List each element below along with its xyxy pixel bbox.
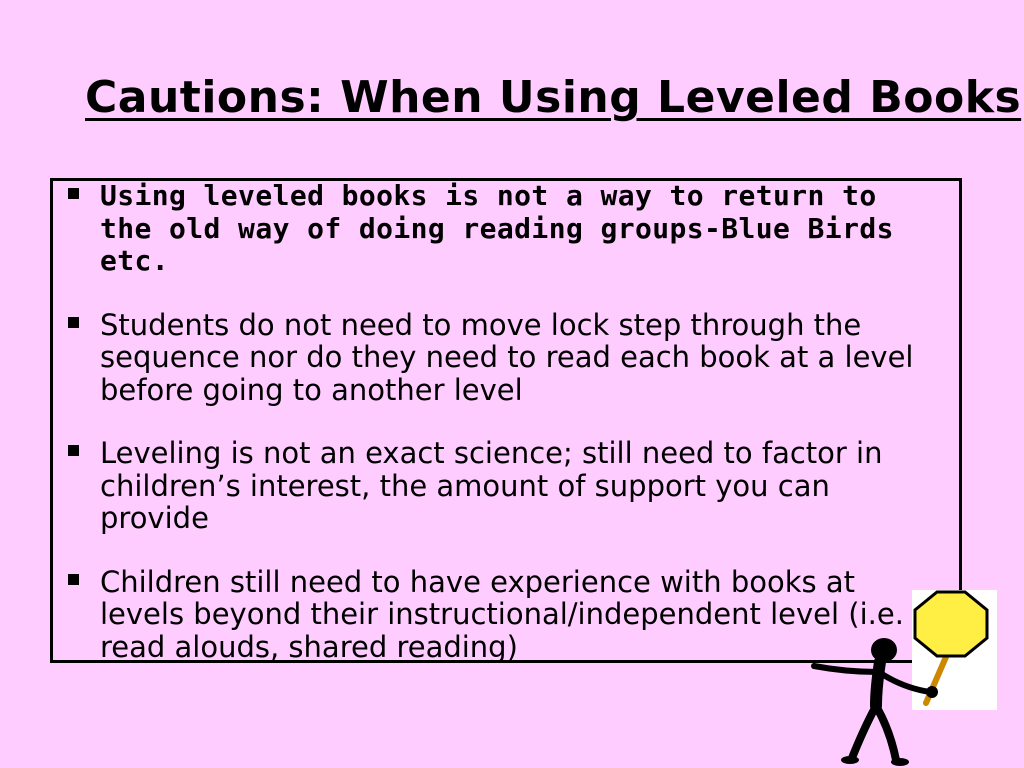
square-bullet-icon bbox=[68, 317, 79, 328]
bullet-text: Using leveled books is not a way to return to the old way of doing reading groups-Blue Birds etc. bbox=[100, 179, 894, 277]
bullet-text: Leveling is not an exact science; still need to factor in children’s interest, the amount of support you can provide bbox=[100, 436, 883, 535]
bullet-item bbox=[62, 180, 942, 278]
stick-figure-stop-sign-icon bbox=[806, 588, 1002, 768]
bullet-text: Students do not need to move lock step through the sequence nor do they need to read each book at a level before going to another level bbox=[100, 307, 914, 407]
square-bullet-icon bbox=[68, 445, 79, 456]
square-bullet-icon bbox=[68, 188, 79, 199]
bullet-item bbox=[62, 437, 942, 535]
bullet-text: Children still need to have experience with books at levels beyond their instructional/independent level (i.e. read alouds, shared reading) bbox=[100, 564, 904, 664]
square-bullet-icon bbox=[68, 574, 79, 585]
slide-title: Cautions: When Using Leveled Books bbox=[85, 72, 1022, 123]
bullet-item bbox=[62, 309, 942, 407]
